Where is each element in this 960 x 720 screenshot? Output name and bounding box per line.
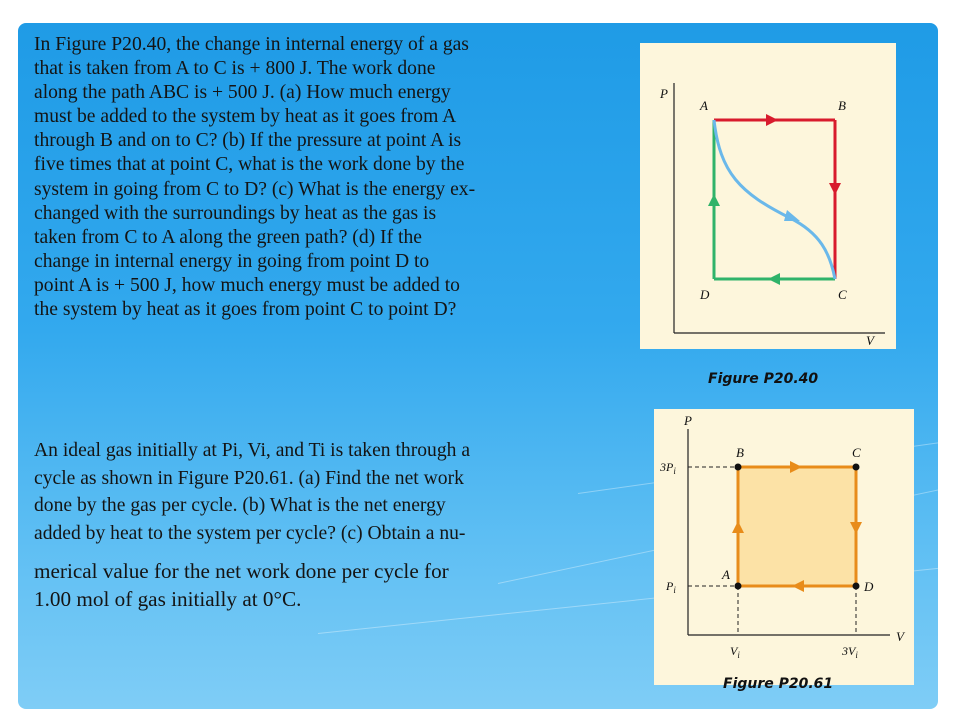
v-axis-label: V <box>896 629 904 644</box>
point-d-label: D <box>864 579 874 594</box>
point-c-label: C <box>852 445 861 460</box>
text-line: change in internal energy in going from point D to <box>34 250 430 272</box>
figure-p20-40-caption: Figure P20.40 <box>708 371 819 387</box>
figure-p20-61-caption: Figure P20.61 <box>723 676 834 692</box>
text-line: An ideal gas initially at Pi, Vi, and Ti is taken through a <box>34 440 471 461</box>
text-line: cycle as shown in Figure P20.61. (a) Find the net work <box>34 467 464 489</box>
figure-p20-61 <box>654 409 914 685</box>
cycle-area <box>738 467 856 586</box>
text-line: through B and on to C? (b) If the pressure at point A is <box>34 130 462 152</box>
arrow-up-icon <box>708 194 720 206</box>
text-line: the system by heat as it goes from point C to point D? <box>34 299 457 321</box>
v-tick-vi: $V_i$ <box>730 644 740 660</box>
v-tick-3vi: $3V_i$ <box>842 644 858 660</box>
point-b-label: B <box>736 445 744 460</box>
text-line: 1.00 mol of gas initially at 0°C. <box>34 586 302 611</box>
text-line: along the path ABC is + 500 J. (a) How much energy <box>34 82 451 104</box>
p-tick-pi: $P_i$ <box>666 579 676 595</box>
p-axis-label: P <box>660 86 668 101</box>
point-d-label: D <box>700 287 710 302</box>
text-line: merical value for the net work done per cycle for <box>34 559 449 583</box>
point-b-dot <box>735 464 742 471</box>
point-a-dot <box>735 583 742 590</box>
text-line: system in going from C to D? (c) What is the energy ex- <box>34 178 476 200</box>
figure-p20-40 <box>640 43 896 349</box>
point-c-dot <box>853 464 860 471</box>
point-a-label: A <box>700 98 708 113</box>
v-axis-label: V <box>866 333 874 348</box>
arrow-right-icon <box>766 114 778 126</box>
text-line: added by heat to the system per cycle? (c) Obtain a nu- <box>34 522 466 544</box>
text-line: In Figure P20.40, the change in internal energy of a gas <box>34 34 469 55</box>
text-line: five times that at point C, what is the work done by the <box>34 154 465 176</box>
pv-diagram-p20-40 <box>640 43 896 349</box>
arrow-left-icon <box>768 273 780 285</box>
path-a-to-c-curve <box>714 120 835 279</box>
point-b-label: B <box>838 98 846 113</box>
arrow-down-icon <box>829 183 841 195</box>
point-d-dot <box>853 583 860 590</box>
point-a-label: A <box>722 567 730 582</box>
p-axis-label: P <box>684 413 692 428</box>
pv-diagram-p20-61 <box>654 409 914 685</box>
problem-20-40-text <box>34 33 624 322</box>
text-line: done by the gas per cycle. (b) What is the net energy <box>34 495 446 516</box>
text-line: changed with the surroundings by heat as the gas is <box>34 202 437 224</box>
text-line: point A is + 500 J, how much energy must be added to <box>34 274 460 296</box>
problem-20-61-continuation <box>34 558 624 613</box>
text-line: taken from C to A along the green path? (d) If the <box>34 226 422 248</box>
p-tick-3pi: $3P_i$ <box>660 460 676 476</box>
problem-20-61-text <box>34 437 624 547</box>
text-line: that is taken from A to C is + 800 J. The work done <box>34 58 436 80</box>
point-c-label: C <box>838 287 847 302</box>
arrow-down-right-icon <box>784 210 800 221</box>
content-panel <box>18 23 938 709</box>
text-line: must be added to the system by heat as it goes from A <box>34 106 457 128</box>
